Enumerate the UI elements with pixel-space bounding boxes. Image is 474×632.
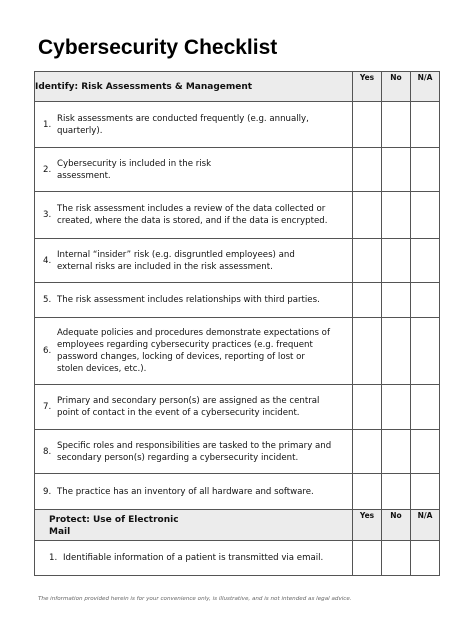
yes-checkbox[interactable] xyxy=(353,239,382,283)
no-column-header: No xyxy=(382,72,411,102)
no-checkbox[interactable] xyxy=(382,283,411,318)
checklist-row xyxy=(35,102,440,148)
item-cell xyxy=(35,102,353,148)
disclaimer-footer: The information provided herein is for your convenience only, is illustrative, and is not intended as legal advice. xyxy=(38,596,352,602)
na-checkbox[interactable] xyxy=(411,283,440,318)
item-text: Specific roles and responsibilities are tasked to the primary and secondary person(s) regarding a cybersecurity incident. xyxy=(57,440,332,463)
item-number: 7. xyxy=(43,402,52,412)
item-text: Risk assessments are conducted frequently (e.g. annually, quarterly). xyxy=(57,113,309,136)
section-title: Protect: Use of Electronic Mail xyxy=(35,510,353,541)
no-column-header: No xyxy=(382,510,411,541)
item-cell xyxy=(35,318,353,385)
checklist-table xyxy=(34,71,440,576)
na-checkbox[interactable] xyxy=(411,192,440,239)
section-header-protect xyxy=(35,510,440,541)
checklist-row xyxy=(35,318,440,385)
na-checkbox[interactable] xyxy=(411,541,440,576)
yes-column-header: Yes xyxy=(353,510,382,541)
yes-checkbox[interactable] xyxy=(353,102,382,148)
na-checkbox[interactable] xyxy=(411,318,440,385)
no-checkbox[interactable] xyxy=(382,474,411,510)
checklist-row xyxy=(35,283,440,318)
checklist-row xyxy=(35,148,440,192)
na-checkbox[interactable] xyxy=(411,474,440,510)
page-title: Cybersecurity Checklist xyxy=(38,36,278,59)
item-number: 5. xyxy=(43,295,52,305)
yes-checkbox[interactable] xyxy=(353,385,382,430)
na-checkbox[interactable] xyxy=(411,385,440,430)
no-checkbox[interactable] xyxy=(382,318,411,385)
item-cell xyxy=(35,474,353,510)
na-column-header: N/A xyxy=(411,72,440,102)
no-checkbox[interactable] xyxy=(382,239,411,283)
item-number: 1. xyxy=(43,119,52,130)
yes-checkbox[interactable] xyxy=(353,430,382,474)
checklist-row xyxy=(35,430,440,474)
no-checkbox[interactable] xyxy=(382,430,411,474)
item-text: The risk assessment includes relationships with third parties. xyxy=(57,295,320,305)
na-column-header: N/A xyxy=(411,510,440,541)
na-checkbox[interactable] xyxy=(411,102,440,148)
item-number: 2. xyxy=(43,164,52,175)
item-cell xyxy=(35,283,353,318)
na-checkbox[interactable] xyxy=(411,430,440,474)
yes-checkbox[interactable] xyxy=(353,148,382,192)
item-number: 8. xyxy=(43,446,52,457)
section-title: Identify: Risk Assessments & Management xyxy=(35,72,353,102)
checklist-row xyxy=(35,239,440,283)
item-number: 6. xyxy=(43,346,52,356)
item-text: Primary and secondary person(s) are assigned as the central point of contact in the event of a cybersecurity incident. xyxy=(57,396,320,418)
checklist-row xyxy=(35,541,440,576)
item-number: 4. xyxy=(43,255,52,266)
item-text: Identifiable information of a patient is transmitted via email. xyxy=(63,553,324,563)
section-header-identify xyxy=(35,72,440,102)
item-text: Internal “insider” risk (e.g. disgruntled employees) and external risks are included in the risk assessment. xyxy=(57,249,295,272)
item-cell xyxy=(35,239,353,283)
no-checkbox[interactable] xyxy=(382,385,411,430)
item-text: Adequate policies and procedures demonstrate expectations of employees regarding cybersecurity practices (e.g. frequent password changes, locking of devices, reporting of lost or stolen devices, etc.). xyxy=(57,328,330,374)
no-checkbox[interactable] xyxy=(382,102,411,148)
item-number: 3. xyxy=(43,210,52,220)
item-number: 9. xyxy=(43,486,52,497)
item-number: 1. xyxy=(49,553,58,563)
no-checkbox[interactable] xyxy=(382,148,411,192)
checklist-row xyxy=(35,192,440,239)
item-cell xyxy=(35,541,353,576)
item-text: The practice has an inventory of all hardware and software. xyxy=(57,486,314,497)
yes-checkbox[interactable] xyxy=(353,318,382,385)
item-text: Cybersecurity is included in the risk assessment. xyxy=(57,158,212,181)
no-checkbox[interactable] xyxy=(382,541,411,576)
yes-checkbox[interactable] xyxy=(353,541,382,576)
item-cell xyxy=(35,430,353,474)
item-cell xyxy=(35,385,353,430)
na-checkbox[interactable] xyxy=(411,148,440,192)
checklist-row xyxy=(35,474,440,510)
na-checkbox[interactable] xyxy=(411,239,440,283)
item-cell xyxy=(35,192,353,239)
yes-column-header: Yes xyxy=(353,72,382,102)
item-cell xyxy=(35,148,353,192)
yes-checkbox[interactable] xyxy=(353,192,382,239)
yes-checkbox[interactable] xyxy=(353,474,382,510)
no-checkbox[interactable] xyxy=(382,192,411,239)
item-text: The risk assessment includes a review of the data collected or created, where the data is stored, and if the data is encrypted. xyxy=(57,204,328,226)
checklist-row xyxy=(35,385,440,430)
yes-checkbox[interactable] xyxy=(353,283,382,318)
